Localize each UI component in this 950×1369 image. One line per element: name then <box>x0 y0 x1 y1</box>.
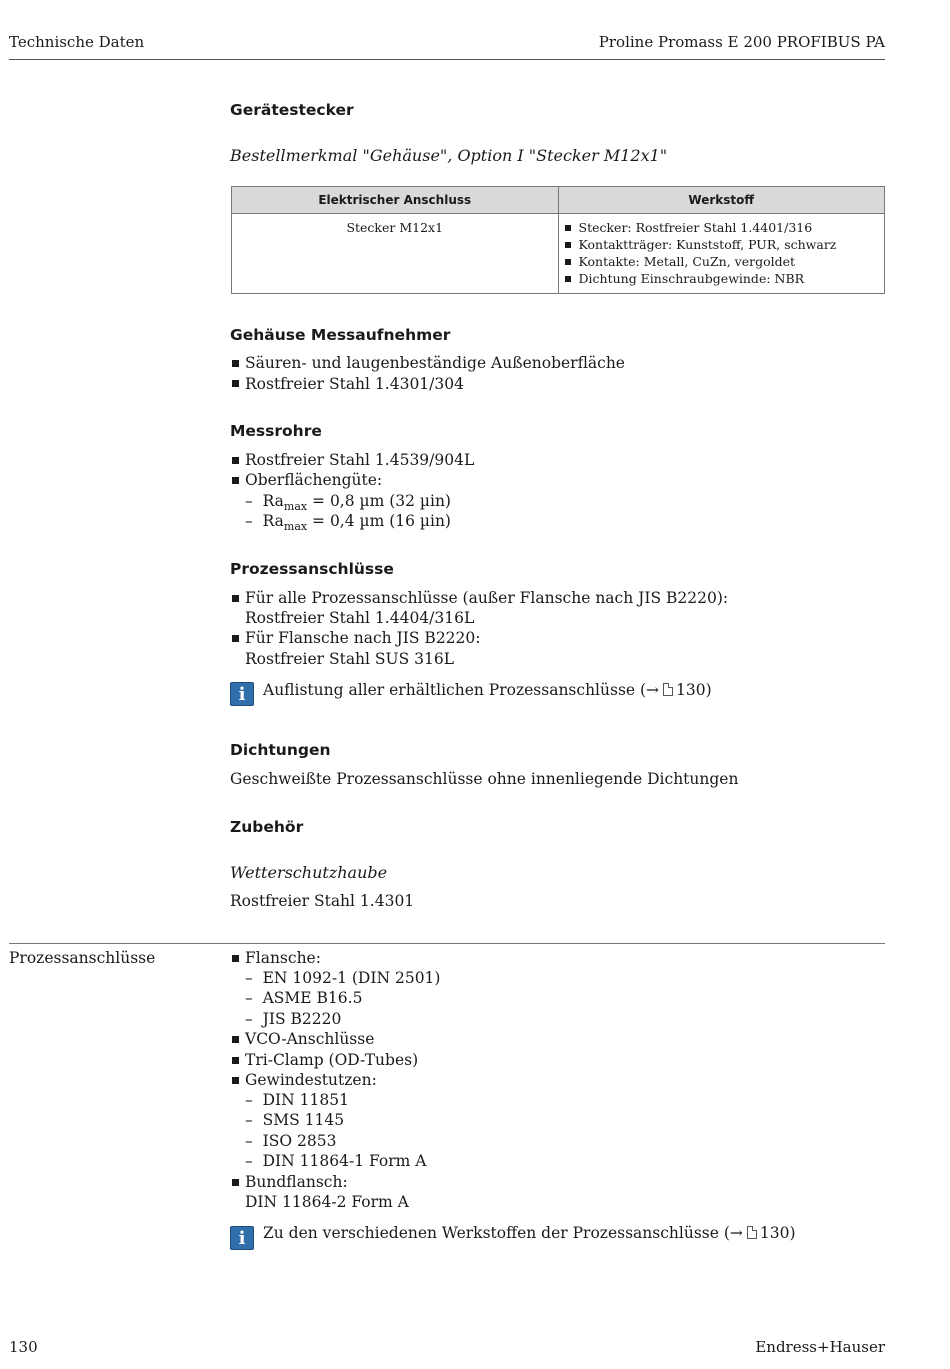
section-title-zubehoer: Zubehör <box>230 818 304 836</box>
list-item: VCO-Anschlüsse <box>245 1030 375 1048</box>
bullet <box>232 1179 239 1186</box>
list-item-continuation: Rostfreier Stahl 1.4404/316L <box>245 609 475 627</box>
page-reference-icon <box>663 683 673 696</box>
bullet <box>232 1057 239 1064</box>
section-title-dichtungen: Dichtungen <box>230 741 331 759</box>
info-note: Auflistung aller erhältlichen Prozessanschlüsse (→ 130) <box>263 681 712 699</box>
header-left: Technische Daten <box>9 33 145 51</box>
list-item: Rostfreier Stahl 1.4301/304 <box>245 375 464 393</box>
dash-item: – ASME B16.5 <box>245 989 363 1007</box>
list-item: Oberflächengüte: <box>245 471 383 489</box>
dash-item: – EN 1092-1 (DIN 2501) <box>245 969 441 987</box>
zubehoer-subtitle: Wetterschutzhaube <box>230 863 388 882</box>
bullet <box>232 595 239 602</box>
list-item: Für Flansche nach JIS B2220: <box>245 629 481 647</box>
bullet <box>232 1077 239 1084</box>
section-title-prozessanschluesse-material: Prozessanschlüsse <box>230 560 394 578</box>
material-item: Kontakte: Metall, CuZn, vergoldet <box>565 253 879 270</box>
bullet <box>232 457 239 464</box>
header-right: Proline Promass E 200 PROFIBUS PA <box>598 33 885 51</box>
page-reference-link[interactable]: 130) <box>759 1224 796 1242</box>
list-item: Gewindestutzen: <box>245 1071 377 1089</box>
bullet <box>232 955 239 962</box>
material-item: Dichtung Einschraubgewinde: NBR <box>565 270 879 287</box>
info-icon: i <box>230 682 254 706</box>
section-divider <box>9 943 885 944</box>
order-line: Bestellmerkmal "Gehäuse", Option I "Stecker M12x1" <box>230 146 668 165</box>
list-item: Bundflansch: <box>245 1173 348 1191</box>
page-number: 130 <box>9 1338 38 1356</box>
list-item-continuation: Rostfreier Stahl SUS 316L <box>245 650 455 668</box>
dash-item: – $Ra_{max} = 0,4$ µm (16 µin) <box>245 512 451 533</box>
footer-brand: Endress+Hauser <box>755 1338 885 1356</box>
bullet <box>232 635 239 642</box>
list-item: Tri-Clamp (OD-Tubes) <box>245 1051 419 1069</box>
list-item: Flansche: <box>245 949 321 967</box>
dichtungen-text: Geschweißte Prozessanschlüsse ohne innenliegende Dichtungen <box>230 770 739 788</box>
info-note: Zu den verschiedenen Werkstoffen der Prozessanschlüsse (→ 130) <box>263 1224 796 1242</box>
page-reference-icon <box>747 1226 757 1239</box>
bullet <box>232 477 239 484</box>
list-item: Rostfreier Stahl 1.4539/904L <box>245 451 475 469</box>
header-rule <box>9 59 885 60</box>
list-item-continuation: DIN 11864-2 Form A <box>245 1193 409 1211</box>
material-item: Kontaktträger: Kunststoff, PUR, schwarz <box>565 236 879 253</box>
zubehoer-text: Rostfreier Stahl 1.4301 <box>230 892 415 910</box>
bullet <box>232 1036 239 1043</box>
section-title-gehaeuse: Gehäuse Messaufnehmer <box>230 326 451 344</box>
material-item: Stecker: Rostfreier Stahl 1.4401/316 <box>565 219 879 236</box>
table-header-material: Werkstoff <box>558 187 885 214</box>
table-cell-connection: Stecker M12x1 <box>232 214 559 294</box>
bullet <box>232 360 239 367</box>
dash-item: – DIN 11851 <box>245 1091 349 1109</box>
table-cell-materials <box>558 214 885 294</box>
dash-item: – $Ra_{max} = 0,8$ µm (32 µin) <box>245 492 451 513</box>
list-item: Säuren- und laugenbeständige Außenoberfläche <box>245 354 625 372</box>
dash-item: – JIS B2220 <box>245 1010 342 1028</box>
dash-item: – DIN 11864-1 Form A <box>245 1152 427 1170</box>
table-row <box>232 214 885 294</box>
dash-item: – SMS 1145 <box>245 1111 345 1129</box>
connector-table <box>231 186 885 294</box>
section-title-geraetestecker: Gerätestecker <box>230 101 354 119</box>
side-label-prozessanschluesse: Prozessanschlüsse <box>9 949 156 967</box>
section-title-messrohre: Messrohre <box>230 422 322 440</box>
bullet <box>232 380 239 387</box>
info-icon: i <box>230 1226 254 1250</box>
page-reference-link[interactable]: 130) <box>676 681 712 699</box>
list-item: Für alle Prozessanschlüsse (außer Flansche nach JIS B2220): <box>245 589 729 607</box>
table-header-connection: Elektrischer Anschluss <box>232 187 559 214</box>
dash-item: – ISO 2853 <box>245 1132 337 1150</box>
